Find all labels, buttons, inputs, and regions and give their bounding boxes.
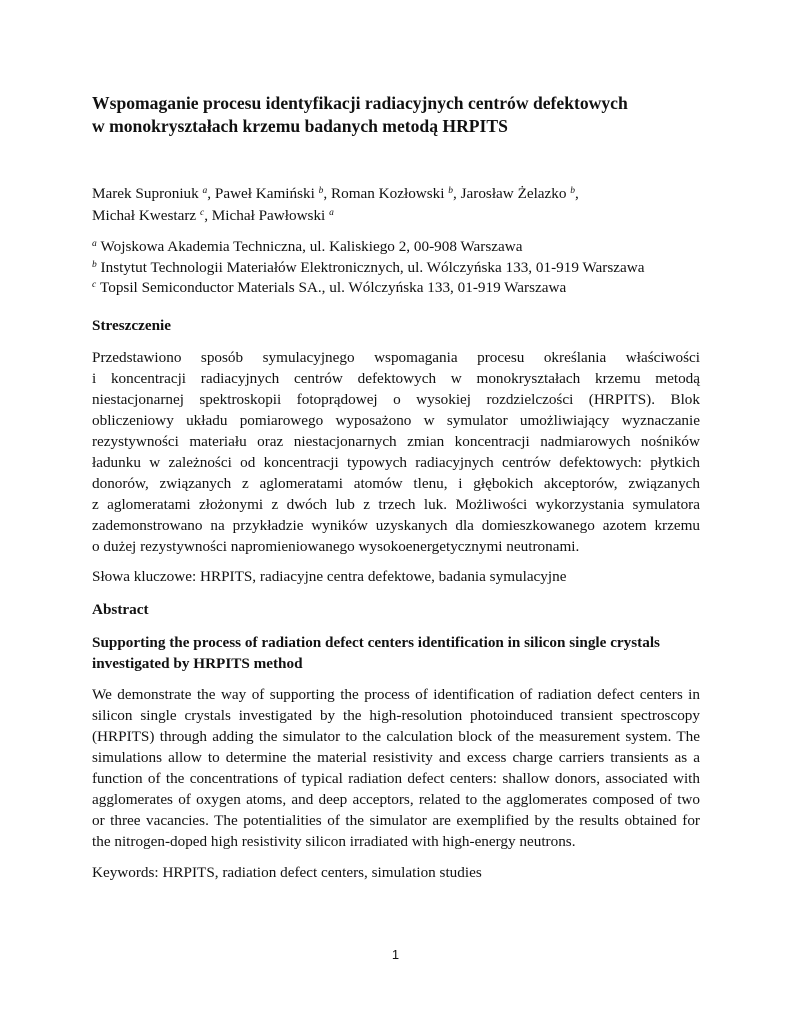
body-line: obliczeniowy układu pomiarowego wyposażono w symulator umożliwiający wyznaczanie xyxy=(92,412,700,429)
body-line: niestacjonarnej spektroskopii fotoprądowej o wysokiej rozdzielczości (HRPITS). Blok xyxy=(92,391,700,408)
author-name: Jarosław Żelazko xyxy=(460,185,567,202)
body-line: simulations allow to determine the material resistivity and excess charge carriers transients as a xyxy=(92,749,700,766)
author-name: Marek Suproniuk xyxy=(92,185,199,202)
body-line: i koncentracji radiacyjnych centrów defektowych w monokryształach krzemu metodą xyxy=(92,370,700,387)
body-line: ładunku w zależności od koncentracji typowych radiacyjnych centrów defektowych: płytkich xyxy=(92,454,700,471)
body-line: donorów, związanych z aglomeratami atomów tlenu, i głębokich akceptorów, związanych xyxy=(92,475,700,492)
author-line-1: Marek Suproniuk $^a$, Paweł Kamiński $^b$, Roman Kozłowski $^b$, Jarosław Żelazko $^b$, xyxy=(92,185,579,202)
author-affiliation-mark: b xyxy=(570,186,576,196)
author-line-2: Michał Kwestarz $^c$, Michał Pawłowski $^a$ xyxy=(92,207,334,224)
body-line: z aglomeratami złożonymi z dwóch lub z trzech luk. Możliwości wykorzystania symulatora xyxy=(92,496,700,513)
paper-title xyxy=(92,92,712,138)
affiliation-mark: b xyxy=(92,259,97,270)
body-line: zademonstrowano na przykładzie wyników uzyskanych dla domieszkowanego azotem krzemu xyxy=(92,517,700,534)
affiliation-item xyxy=(92,237,712,258)
polish-keywords: Słowa kluczowe: HRPITS, radiacyjne centra defektowe, badania symulacyjne xyxy=(92,568,567,585)
title-line-1: Wspomaganie procesu identyfikacji radiacyjnych centrów defektowych xyxy=(92,93,628,113)
affiliation-text: Wojskowa Akademia Techniczna, ul. Kaliskiego 2, 00-908 Warszawa xyxy=(100,238,523,255)
affiliation-mark: a xyxy=(92,239,97,249)
affiliation-mark: c xyxy=(92,280,97,290)
body-line: silicon single crystals investigated by the high-resolution photoinduced transient spectroscopy xyxy=(92,707,700,724)
author-name: Paweł Kamiński xyxy=(214,185,315,202)
author-name: Michał Pawłowski xyxy=(211,207,326,224)
body-line: function of the concentrations of typical radiation defect centers: shallow donors, associated with xyxy=(92,770,700,787)
affiliation-list xyxy=(92,237,712,299)
body-line: We demonstrate the way of supporting the process of identification of radiation defect centers in xyxy=(92,686,700,703)
author-name: Roman Kozłowski xyxy=(331,185,445,202)
body-line: agglomerates of oxygen atoms, and deep acceptors, related to the agglomerates composed of two xyxy=(92,791,700,808)
affiliation-text: Instytut Technologii Materiałów Elektronicznych, ul. Wólczyńska 133, 01-919 Warszawa xyxy=(100,258,645,276)
streszczenie-heading: Streszczenie xyxy=(92,317,171,334)
author-affiliation-mark: a xyxy=(329,208,334,218)
page-number: 1 xyxy=(391,947,400,962)
abstract-body xyxy=(92,684,700,852)
body-line: rezystywności materiału oraz niestacjonarnych zmian koncentracji nadmiarowych nośników xyxy=(92,433,700,450)
affiliation-item xyxy=(92,278,712,299)
affiliation-item xyxy=(92,258,712,279)
author-affiliation-mark: c xyxy=(199,208,205,218)
body-line: the nitrogen-doped high resistivity silicon irradiated with high-energy neutrons. xyxy=(92,833,576,850)
author-affiliation-mark: b xyxy=(448,186,454,196)
author-affiliation-mark: b xyxy=(318,186,324,196)
affiliation-text: Topsil Semiconductor Materials SA., ul. Wólczyńska 133, 01-919 Warszawa xyxy=(100,279,567,296)
body-line: o dużej rezystywności napromieniowanego wysokoenergetycznymi neutronami. xyxy=(92,538,580,555)
abstract-heading: Abstract xyxy=(92,601,149,618)
body-line: or three vacancies. The potentialities of the simulator are exemplified by the results obtained for xyxy=(92,812,700,829)
streszczenie-body xyxy=(92,347,700,557)
english-title-line-2: investigated by HRPITS method xyxy=(92,655,303,672)
author-name: Michał Kwestarz xyxy=(92,207,197,224)
english-keywords: Keywords: HRPITS, radiation defect centers, simulation studies xyxy=(92,864,482,881)
body-line: (HRPITS) through adding the simulator to the calculation block of the measurement system. The xyxy=(92,728,700,745)
title-line-2: w monokryształach krzemu badanych metodą HRPITS xyxy=(92,116,508,136)
english-title xyxy=(92,632,700,674)
english-title-line-1: Supporting the process of radiation defect centers identification in silicon single crystals xyxy=(92,634,660,651)
author-affiliation-mark: a xyxy=(202,186,208,196)
body-line: Przedstawiono sposób symulacyjnego wspomagania procesu określania właściwości xyxy=(92,349,700,366)
author-list xyxy=(92,183,712,227)
